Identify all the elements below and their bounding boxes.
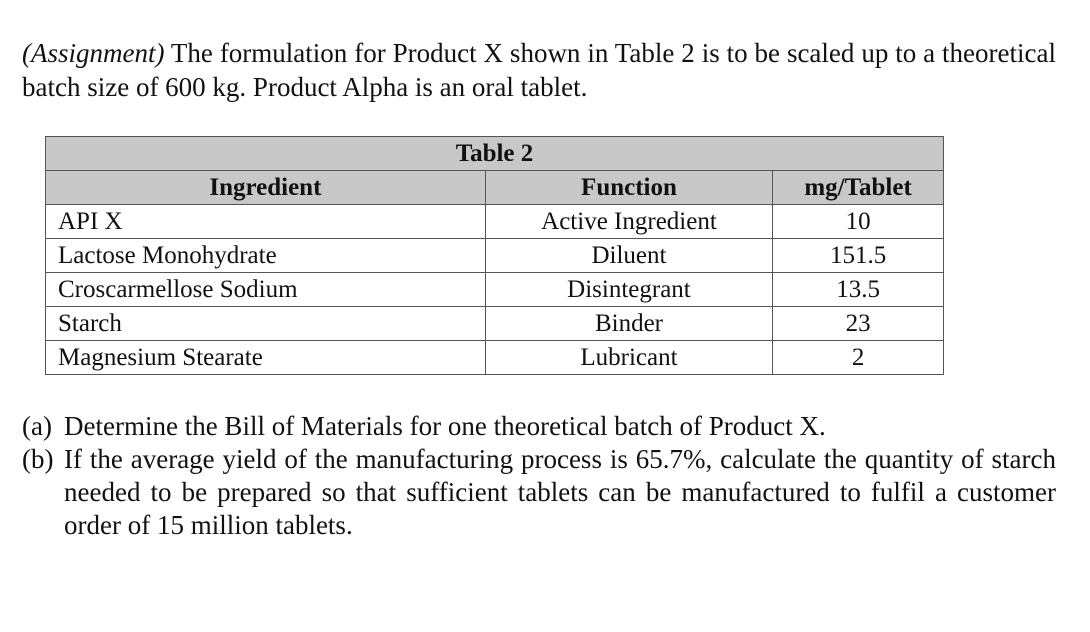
ingredient-cell: Croscarmellose Sodium	[46, 273, 486, 307]
question-b-label: (b)	[22, 444, 54, 474]
mg-cell: 2	[773, 341, 944, 375]
mg-cell: 10	[773, 205, 944, 239]
table-row	[46, 273, 944, 307]
table-caption: Table 2	[46, 137, 944, 171]
assignment-text: The formulation for Product X shown in Table 2 is to be scaled up to a theoretical batch size of 600 kg. Product Alpha is an oral tablet.	[22, 38, 1056, 102]
function-cell: Binder	[485, 307, 772, 341]
formulation-table	[45, 136, 944, 375]
question-a	[22, 410, 1056, 443]
assignment-intro	[22, 36, 1056, 104]
question-a-text: Determine the Bill of Materials for one theoretical batch of Product X.	[64, 411, 826, 441]
ingredient-cell: Magnesium Stearate	[46, 341, 486, 375]
question-b-text: If the average yield of the manufacturing process is 65.7%, calculate the quantity of starch needed to be prepared so that sufficient tablets can be manufactured to fulfil a customer order of 15 million tablets.	[64, 444, 1056, 540]
function-cell: Diluent	[485, 239, 772, 273]
function-cell: Active Ingredient	[485, 205, 772, 239]
header-ingredient: Ingredient	[46, 171, 486, 205]
function-cell: Disintegrant	[485, 273, 772, 307]
mg-cell: 151.5	[773, 239, 944, 273]
function-cell: Lubricant	[485, 341, 772, 375]
table-row	[46, 307, 944, 341]
mg-cell: 13.5	[773, 273, 944, 307]
header-mg-per-tablet: mg/Tablet	[773, 171, 944, 205]
table-header-row	[46, 171, 944, 205]
header-function: Function	[485, 171, 772, 205]
assignment-label: (Assignment)	[22, 38, 165, 68]
ingredient-cell: Starch	[46, 307, 486, 341]
table-row	[46, 239, 944, 273]
mg-cell: 23	[773, 307, 944, 341]
table-caption-row	[46, 137, 944, 171]
ingredient-cell: API X	[46, 205, 486, 239]
question-b	[22, 443, 1056, 542]
table-row	[46, 205, 944, 239]
ingredient-cell: Lactose Monohydrate	[46, 239, 486, 273]
table-row	[46, 341, 944, 375]
question-list	[22, 410, 1056, 542]
question-a-label: (a)	[22, 411, 52, 441]
